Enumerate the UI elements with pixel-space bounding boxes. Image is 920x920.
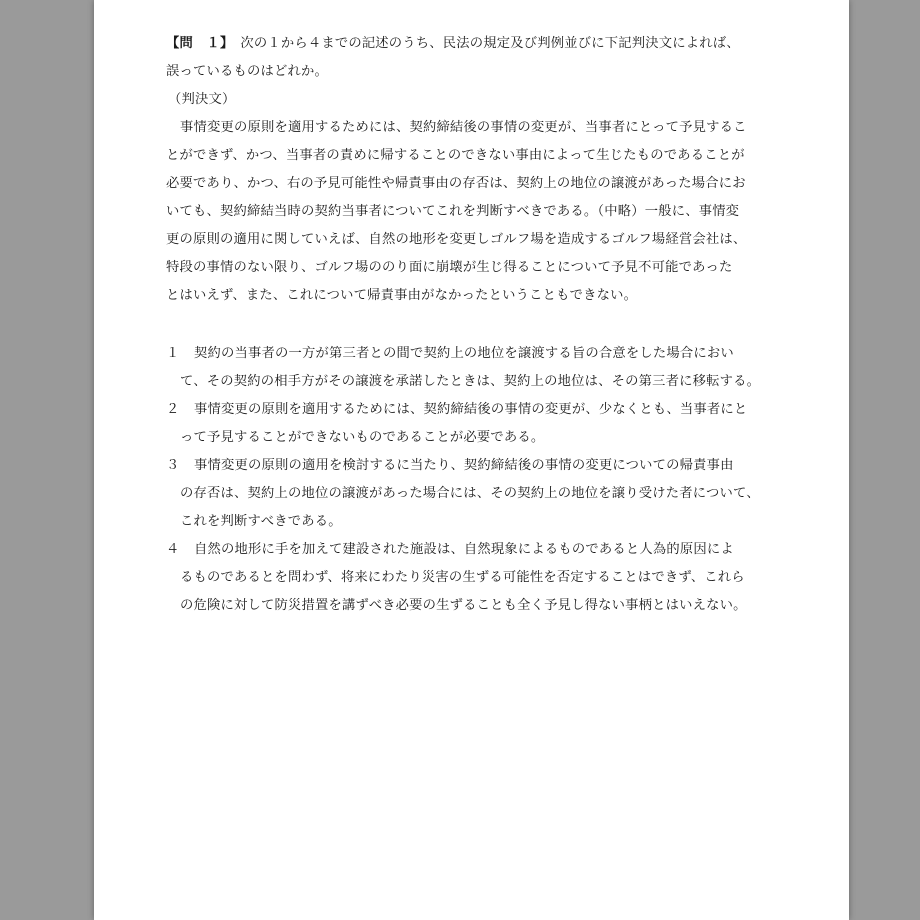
page-content — [166, 30, 788, 620]
option-text: の危険に対して防災措置を講ずべき必要の生ずることも全く予見し得ない事柄とはいえない。 — [180, 598, 747, 613]
judgment-line: とはいえず、また、これについて帰責事由がなかったということもできない。 — [166, 288, 638, 303]
option-text: 契約の当事者の一方が第三者との間で契約上の地位を譲渡する旨の合意をした場合におい — [194, 346, 734, 361]
option-text: て、その契約の相手方がその譲渡を承諾したときは、契約上の地位は、その第三者に移転する。 — [180, 374, 761, 389]
section-gap — [166, 310, 788, 340]
option-number: ２ — [166, 402, 180, 417]
option-1 — [166, 340, 788, 396]
option-text: の存否は、契約上の地位の譲渡があった場合には、その契約上の地位を譲り受けた者について、 — [180, 486, 760, 501]
judgment-line: 必要であり、かつ、右の予見可能性や帰責事由の存否は、契約上の地位の譲渡があった場合にお — [166, 176, 746, 191]
option-number: １ — [166, 346, 180, 361]
question-prompt-continued: 誤っているものはどれか。 — [166, 64, 328, 79]
option-text: 事情変更の原則を適用するためには、契約締結後の事情の変更が、少なくとも、当事者にと — [194, 402, 748, 417]
option-text: るものであるとを問わず、将来にわたり災害の生ずる可能性を否定することはできず、これら — [180, 570, 745, 585]
option-text: 事情変更の原則の適用を検討するに当たり、契約締結後の事情の変更についての帰責事由 — [194, 458, 734, 473]
option-2 — [166, 396, 788, 452]
document-page — [94, 0, 849, 920]
question-header — [166, 30, 788, 58]
judgment-line: とができず、かつ、当事者の責めに帰することのできない事由によって生じたものであることが — [166, 148, 745, 163]
judgment-line: いても、契約締結当時の契約当事者についてこれを判断すべきである。（中略）一般に、事情変 — [166, 204, 740, 219]
option-text: 自然の地形に手を加えて建設された施設は、自然現象によるものであると人為的原因によ — [194, 542, 734, 557]
judgment-line: 特段の事情のない限り、ゴルフ場ののり面に崩壊が生じ得ることについて予見不可能であった — [166, 260, 733, 275]
question-number: 【問 １】 — [166, 36, 227, 51]
option-4 — [166, 536, 788, 620]
option-text: って予見することができないものであることが必要である。 — [180, 430, 545, 445]
option-text: これを判断すべきである。 — [180, 514, 342, 529]
judgment-label: （判決文） — [168, 92, 236, 107]
judgment-line: 更の原則の適用に関していえば、自然の地形を変更しゴルフ場を造成するゴルフ場経営会社は、 — [166, 232, 747, 247]
judgment-line: 事情変更の原則を適用するためには、契約締結後の事情の変更が、当事者にとって予見するこ — [180, 120, 747, 135]
option-3 — [166, 452, 788, 536]
option-number: ４ — [166, 542, 180, 557]
question-prompt: 次の１から４までの記述のうち、民法の規定及び判例並びに下記判決文によれば、 — [240, 36, 740, 51]
option-number: ３ — [166, 458, 180, 473]
